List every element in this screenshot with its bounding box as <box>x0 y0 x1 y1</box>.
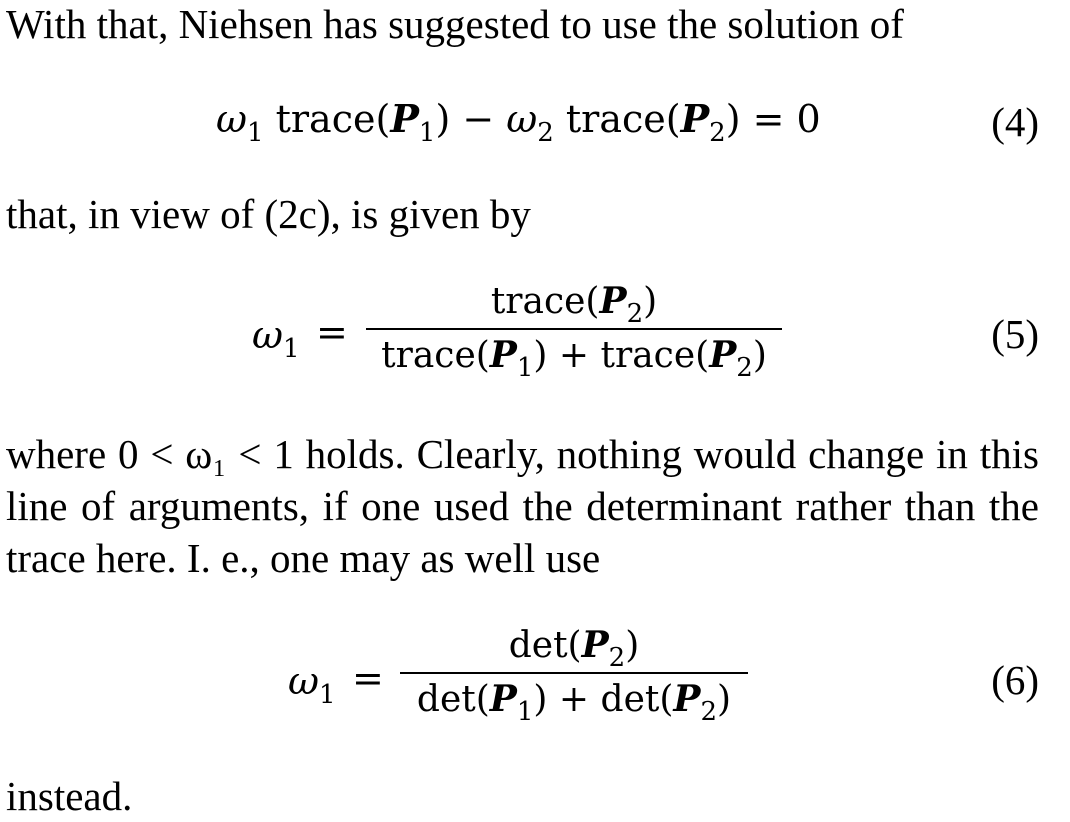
function-name: det( <box>508 625 582 666</box>
function-name: trace( <box>600 335 710 376</box>
function-name: trace( <box>553 97 681 141</box>
equals-sign: = <box>352 656 384 700</box>
subscript: 2 <box>736 353 753 383</box>
matrix-symbol: P <box>680 96 710 141</box>
paren-close: ) <box>752 335 767 376</box>
paren-close: ) <box>533 335 548 376</box>
paragraph-intro: With that, Niehsen has suggested to use the solution of <box>6 1 904 47</box>
subscript: 1 <box>283 334 300 364</box>
subscript: 1 <box>319 680 336 710</box>
omega-symbol: ω <box>252 313 283 357</box>
paren-close: ) <box>533 679 548 720</box>
omega-symbol: ω <box>288 659 319 703</box>
matrix-symbol: P <box>489 678 517 720</box>
function-name: trace( <box>381 335 490 376</box>
equation-4 <box>0 96 1070 152</box>
equation-number: (5) <box>991 311 1039 357</box>
subscript: 1 <box>516 353 534 383</box>
paren-close: ) <box>643 281 658 322</box>
equals-sign: = <box>316 310 348 354</box>
plus-operator: + <box>547 335 601 376</box>
matrix-symbol: P <box>390 96 419 141</box>
plus-operator: + <box>547 679 601 720</box>
paragraph-after-eq4: that, in view of (2c), is given by <box>6 191 531 237</box>
denominator <box>366 334 782 383</box>
subscript: 2 <box>626 299 644 329</box>
subscript: 2 <box>537 118 554 148</box>
equation-5 <box>0 280 1070 400</box>
paren-close: ) <box>435 97 451 141</box>
matrix-symbol: P <box>599 280 627 322</box>
omega-symbol: ω <box>216 97 247 141</box>
function-name: det( <box>600 679 674 720</box>
subscript: 2 <box>608 643 626 673</box>
subscript: 2 <box>700 697 718 727</box>
minus-operator: − <box>450 97 507 141</box>
paren-close: ) <box>725 97 741 141</box>
function-name: trace( <box>263 97 391 141</box>
denominator <box>400 678 748 727</box>
paren-close: ) <box>625 625 640 666</box>
numerator <box>366 280 782 329</box>
fraction-bar <box>400 672 748 674</box>
paragraph-after-eq5: where 0 < ω₁ < 1 holds. Clearly, nothing would change in this line of arguments, if one used the determinant rather than the trace here. I. e., one may as well use <box>6 431 1039 581</box>
matrix-symbol: P <box>673 678 701 720</box>
function-name: trace( <box>490 281 600 322</box>
matrix-symbol: P <box>489 334 517 376</box>
omega-symbol: ω <box>506 97 538 141</box>
paragraph-closing: instead. <box>6 773 133 819</box>
equation-4-body <box>216 96 821 148</box>
equation-6 <box>0 624 1070 744</box>
fraction <box>400 624 748 727</box>
subscript: 1 <box>516 697 534 727</box>
matrix-symbol: P <box>581 624 609 666</box>
subscript: 1 <box>418 118 436 148</box>
equation-number: (6) <box>991 657 1039 703</box>
matrix-symbol: P <box>709 334 737 376</box>
paren-close: ) <box>717 679 732 720</box>
numerator <box>400 624 748 673</box>
equation-6-lhs <box>288 659 336 710</box>
equation-number: (4) <box>991 99 1039 145</box>
subscript: 2 <box>709 118 726 148</box>
equals-zero: = 0 <box>740 97 821 141</box>
fraction-bar <box>366 328 782 330</box>
subscript: 1 <box>247 118 264 148</box>
equation-5-lhs <box>252 313 300 364</box>
fraction <box>366 280 782 383</box>
function-name: det( <box>416 679 490 720</box>
